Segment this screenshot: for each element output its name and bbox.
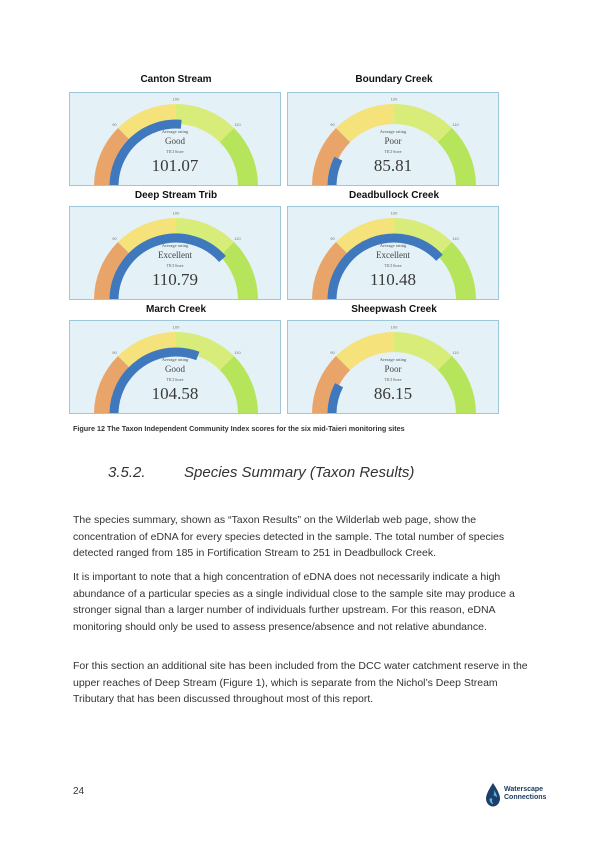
- gauge-tick-label: 100: [172, 210, 180, 216]
- gauge-average-label: Average rating: [379, 129, 407, 134]
- gauge-tick-label: 90: [330, 349, 335, 355]
- gauge-average-label: Average rating: [161, 357, 189, 362]
- section-number: 3.5.2.: [108, 464, 146, 481]
- gauge-tick-label: 100: [172, 96, 180, 102]
- logo-line-2: Connections: [504, 794, 547, 801]
- gauge-tick-label: 80: [304, 411, 310, 415]
- gauge-tick-label: 110: [234, 235, 241, 241]
- gauge-tick-label: 80: [304, 297, 310, 301]
- gauge-score: 101.07: [151, 156, 199, 175]
- gauge-rating: Good: [165, 364, 185, 374]
- water-drop-icon: [484, 782, 502, 808]
- gauge-rating: Excellent: [376, 250, 410, 260]
- body-paragraph: For this section an additional site has been included from the DCC water catchment reserve in the upper reaches of Deep Stream (Figure 1), which is separate from the Nichol’s Deep Stream Tributary that has been discussed throughout most of this report.: [73, 660, 528, 705]
- gauge-title: Deadbullock Creek: [348, 190, 440, 201]
- figure-caption: Figure 12 The Taxon Independent Community Index scores for the six mid-Taieri monitoring sites: [73, 424, 405, 433]
- page-number: 24: [73, 786, 85, 797]
- gauge-average-label: Average rating: [379, 243, 407, 248]
- gauge-tici-label: TICI Score: [384, 264, 402, 268]
- waterscape-logo: [484, 782, 554, 812]
- gauge-panel: [69, 320, 281, 414]
- gauge-score: 86.15: [373, 384, 413, 403]
- gauge-rating: Poor: [384, 364, 402, 374]
- gauge-tici-label: TICI Score: [384, 378, 402, 382]
- gauge-panel: [287, 206, 499, 300]
- gauge-score: 104.58: [151, 384, 199, 403]
- gauge-tick-label: 110: [452, 235, 459, 241]
- gauge-tick-label: 120: [259, 297, 267, 301]
- gauge-title: Deep Stream Trib: [134, 190, 218, 201]
- gauge-average-label: Average rating: [161, 129, 189, 134]
- gauge-rating: Excellent: [158, 250, 192, 260]
- gauge-average-label: Average rating: [379, 357, 407, 362]
- gauge-average-label: Average rating: [161, 243, 189, 248]
- body-paragraph: It is important to note that a high concentration of eDNA does not necessarily indicate a high abundance of a particular species as a single individual close to the sample site may produce a stronger signal than a larger number of individuals further upstream. For this reason, eDNA monitoring should only be used to assess presence/absence and not relative abundance.: [73, 571, 515, 633]
- gauge-tick-label: 80: [304, 183, 310, 187]
- gauge-score: 85.81: [373, 156, 413, 175]
- gauge-rating: Good: [165, 136, 185, 146]
- gauge-title: Canton Stream: [140, 74, 212, 85]
- gauge-tick-label: 110: [452, 349, 459, 355]
- gauge-rating: Poor: [384, 136, 402, 146]
- gauge-tick-label: 100: [172, 324, 180, 330]
- gauge-panel: [287, 92, 499, 186]
- gauge-tick-label: 100: [390, 324, 398, 330]
- section-heading: [108, 464, 414, 481]
- gauge-tick-label: 90: [330, 121, 335, 127]
- gauge-tick-label: 100: [390, 210, 398, 216]
- gauge-title: Sheepwash Creek: [351, 304, 437, 315]
- gauge-tick-label: 80: [86, 411, 92, 415]
- gauge-tick-label: 110: [234, 121, 241, 127]
- gauge-tick-label: 90: [330, 235, 335, 241]
- gauge-title: March Creek: [145, 304, 207, 315]
- gauge-panel: [287, 320, 499, 414]
- gauge-tici-label: TICI Score: [166, 150, 184, 154]
- body-paragraph: The species summary, shown as “Taxon Results” on the Wilderlab web page, show the concentration of eDNA for every species detected in the sample. The total number of species detected ranged from 185 in Fortification Stream to 251 in Deadbullock Creek.: [73, 514, 505, 559]
- gauge-tici-label: TICI Score: [166, 264, 184, 268]
- gauge-tici-label: TICI Score: [166, 378, 184, 382]
- gauge-title: Boundary Creek: [355, 74, 433, 85]
- gauge-tick-label: 120: [477, 297, 485, 301]
- logo-text: [504, 786, 546, 802]
- gauge-score: 110.79: [151, 270, 199, 289]
- gauge-tici-label: TICI Score: [384, 150, 402, 154]
- gauge-score: 110.48: [369, 270, 417, 289]
- gauge-tick-label: 90: [112, 121, 117, 127]
- gauge-tick-label: 120: [477, 183, 485, 187]
- gauge-tick-label: 120: [259, 411, 267, 415]
- gauge-tick-label: 120: [259, 183, 267, 187]
- gauge-tick-label: 110: [452, 121, 459, 127]
- gauge-panel: [69, 92, 281, 186]
- gauge-tick-label: 90: [112, 349, 117, 355]
- gauge-tick-label: 110: [234, 349, 241, 355]
- gauge-panel: [69, 206, 281, 300]
- gauge-tick-label: 100: [390, 96, 398, 102]
- gauge-tick-label: 90: [112, 235, 117, 241]
- gauge-tick-label: 80: [86, 297, 92, 301]
- section-title: Species Summary (Taxon Results): [184, 464, 415, 481]
- gauge-tick-label: 120: [477, 411, 485, 415]
- logo-line-1: Waterscape: [504, 786, 544, 793]
- gauge-tick-label: 80: [86, 183, 92, 187]
